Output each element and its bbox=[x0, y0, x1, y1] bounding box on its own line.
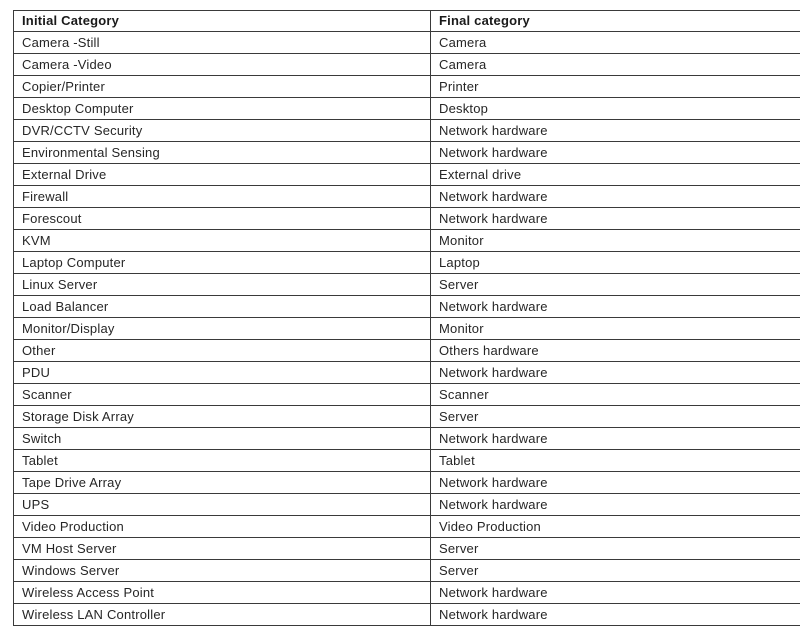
table-row bbox=[14, 516, 800, 538]
table-row bbox=[14, 120, 800, 142]
initial-category-cell: Camera -Still bbox=[14, 32, 431, 54]
table-row bbox=[14, 186, 800, 208]
initial-category-cell: Linux Server bbox=[14, 274, 431, 296]
initial-category-cell: Laptop Computer bbox=[14, 252, 431, 274]
table-row bbox=[14, 98, 800, 120]
table-row bbox=[14, 428, 800, 450]
final-category-cell: Monitor bbox=[431, 318, 800, 340]
initial-category-cell: Wireless Access Point bbox=[14, 582, 431, 604]
final-category-cell: Network hardware bbox=[431, 428, 800, 450]
final-category-cell: Monitor bbox=[431, 230, 800, 252]
initial-category-cell: Switch bbox=[14, 428, 431, 450]
final-category-cell: Network hardware bbox=[431, 296, 800, 318]
category-mapping-sheet bbox=[13, 10, 800, 600]
initial-category-cell: Firewall bbox=[14, 186, 431, 208]
table-row bbox=[14, 164, 800, 186]
table-row bbox=[14, 406, 800, 428]
initial-category-cell: Forescout bbox=[14, 208, 431, 230]
initial-category-cell: DVR/CCTV Security bbox=[14, 120, 431, 142]
final-category-cell: Network hardware bbox=[431, 208, 800, 230]
final-category-cell: Network hardware bbox=[431, 120, 800, 142]
initial-category-cell: PDU bbox=[14, 362, 431, 384]
final-category-header: Final category bbox=[431, 11, 800, 32]
initial-category-cell: Load Balancer bbox=[14, 296, 431, 318]
final-category-cell: Tablet bbox=[431, 450, 800, 472]
initial-category-cell: KVM bbox=[14, 230, 431, 252]
table-row bbox=[14, 604, 800, 626]
final-category-cell: Camera bbox=[431, 32, 800, 54]
final-category-cell: Network hardware bbox=[431, 494, 800, 516]
final-category-cell: Scanner bbox=[431, 384, 800, 406]
table-row bbox=[14, 274, 800, 296]
initial-category-cell: Scanner bbox=[14, 384, 431, 406]
table-header-row bbox=[14, 11, 800, 32]
final-category-cell: Camera bbox=[431, 54, 800, 76]
final-category-cell: Network hardware bbox=[431, 582, 800, 604]
initial-category-cell: Environmental Sensing bbox=[14, 142, 431, 164]
initial-category-cell: Tape Drive Array bbox=[14, 472, 431, 494]
table-row bbox=[14, 384, 800, 406]
initial-category-cell: Camera -Video bbox=[14, 54, 431, 76]
table-row bbox=[14, 340, 800, 362]
table-row bbox=[14, 582, 800, 604]
initial-category-cell: Windows Server bbox=[14, 560, 431, 582]
initial-category-cell: Wireless LAN Controller bbox=[14, 604, 431, 626]
final-category-cell: Laptop bbox=[431, 252, 800, 274]
final-category-cell: Server bbox=[431, 274, 800, 296]
table-row bbox=[14, 32, 800, 54]
final-category-cell: Network hardware bbox=[431, 362, 800, 384]
final-category-cell: Network hardware bbox=[431, 472, 800, 494]
table-row bbox=[14, 296, 800, 318]
initial-category-cell: External Drive bbox=[14, 164, 431, 186]
final-category-cell: Network hardware bbox=[431, 186, 800, 208]
table-row bbox=[14, 472, 800, 494]
initial-category-cell: Desktop Computer bbox=[14, 98, 431, 120]
final-category-cell: Desktop bbox=[431, 98, 800, 120]
table-row bbox=[14, 252, 800, 274]
table-body bbox=[14, 32, 800, 626]
final-category-cell: External drive bbox=[431, 164, 800, 186]
final-category-cell: Server bbox=[431, 560, 800, 582]
table-row bbox=[14, 142, 800, 164]
table-row bbox=[14, 318, 800, 340]
initial-category-cell: Monitor/Display bbox=[14, 318, 431, 340]
table-row bbox=[14, 494, 800, 516]
initial-category-header: Initial Category bbox=[14, 11, 431, 32]
category-mapping-table bbox=[13, 10, 800, 626]
final-category-cell: Server bbox=[431, 406, 800, 428]
initial-category-cell: VM Host Server bbox=[14, 538, 431, 560]
table-row bbox=[14, 230, 800, 252]
final-category-cell: Video Production bbox=[431, 516, 800, 538]
table-row bbox=[14, 54, 800, 76]
table-row bbox=[14, 76, 800, 98]
final-category-cell: Others hardware bbox=[431, 340, 800, 362]
final-category-cell: Network hardware bbox=[431, 142, 800, 164]
table-row bbox=[14, 560, 800, 582]
initial-category-cell: Video Production bbox=[14, 516, 431, 538]
initial-category-cell: Tablet bbox=[14, 450, 431, 472]
initial-category-cell: Copier/Printer bbox=[14, 76, 431, 98]
table-row bbox=[14, 362, 800, 384]
table-row bbox=[14, 538, 800, 560]
initial-category-cell: UPS bbox=[14, 494, 431, 516]
initial-category-cell: Storage Disk Array bbox=[14, 406, 431, 428]
final-category-cell: Printer bbox=[431, 76, 800, 98]
final-category-cell: Network hardware bbox=[431, 604, 800, 626]
table-row bbox=[14, 208, 800, 230]
final-category-cell: Server bbox=[431, 538, 800, 560]
initial-category-cell: Other bbox=[14, 340, 431, 362]
table-row bbox=[14, 450, 800, 472]
